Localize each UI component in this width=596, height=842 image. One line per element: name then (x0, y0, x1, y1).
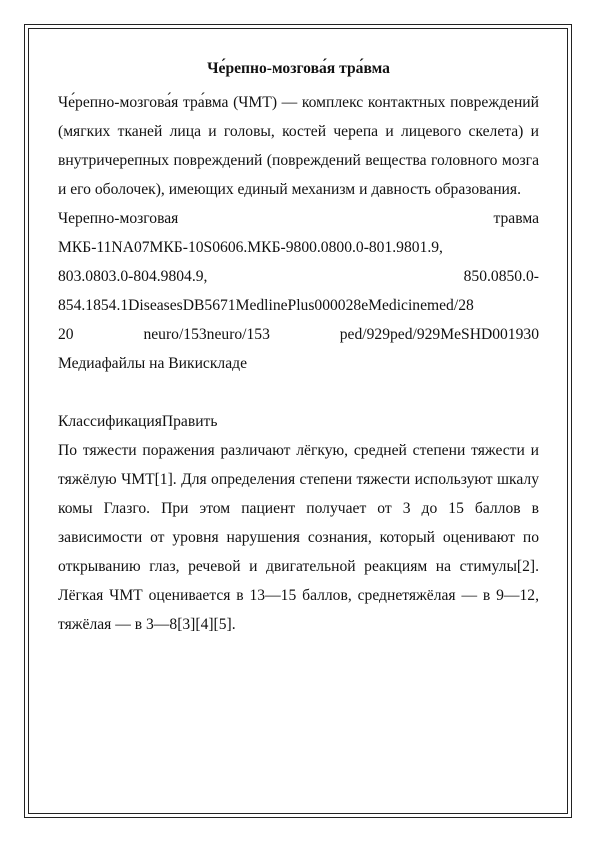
document-body (58, 58, 539, 639)
section-heading-classification: КлассификацияПравить (58, 413, 218, 430)
blank-line (58, 378, 539, 407)
infobox-line: Черепно-мозговая травма (58, 210, 539, 227)
intro-paragraph: Че́репно-мозгова́я тра́вма (ЧМТ) — комплекс контактных повреждений (мягких тканей лица и головы, костей черепа и лицевого скелета) и внутричерепных повреждений (повреждений вещества головного мозга и его оболочек), имеющих единый механизм и давность образования. (58, 94, 539, 198)
commons-link[interactable]: Медиафайлы на Викискладе (58, 355, 247, 372)
infobox-line[interactable]: 854.1854.1DiseasesDB5671MedlinePlus000028eMedicinemed/28 (58, 297, 474, 314)
infobox-line[interactable]: 20 neuro/153neuro/153 ped/929ped/929MeSHD001930 (58, 326, 539, 343)
infobox-line[interactable]: МКБ-11NA07МКБ-10S0606.МКБ-9800.0800.0-801.9801.9, (58, 239, 443, 256)
document-title: Че́репно-мозгова́я тра́вма (207, 60, 390, 77)
classification-paragraph: По тяжести поражения различают лёгкую, средней степени тяжести и тяжёлую ЧМТ[1]. Для определения степени тяжести используют шкалу комы Глазго. При этом пациент получает от 3 до 15 баллов в зависимости от уровня нарушения сознания, который оценивают по открыванию глаз, речевой и двигательной реакциям на стимулы[2]. Лёгкая ЧМТ оценивается в 13—15 баллов, среднетяжёлая — в 9—12, тяжёлая — в 3—8[3][4][5]. (58, 442, 539, 633)
infobox (58, 204, 539, 378)
infobox-line[interactable]: 803.0803.0-804.9804.9, 850.0850.0- (58, 268, 539, 285)
